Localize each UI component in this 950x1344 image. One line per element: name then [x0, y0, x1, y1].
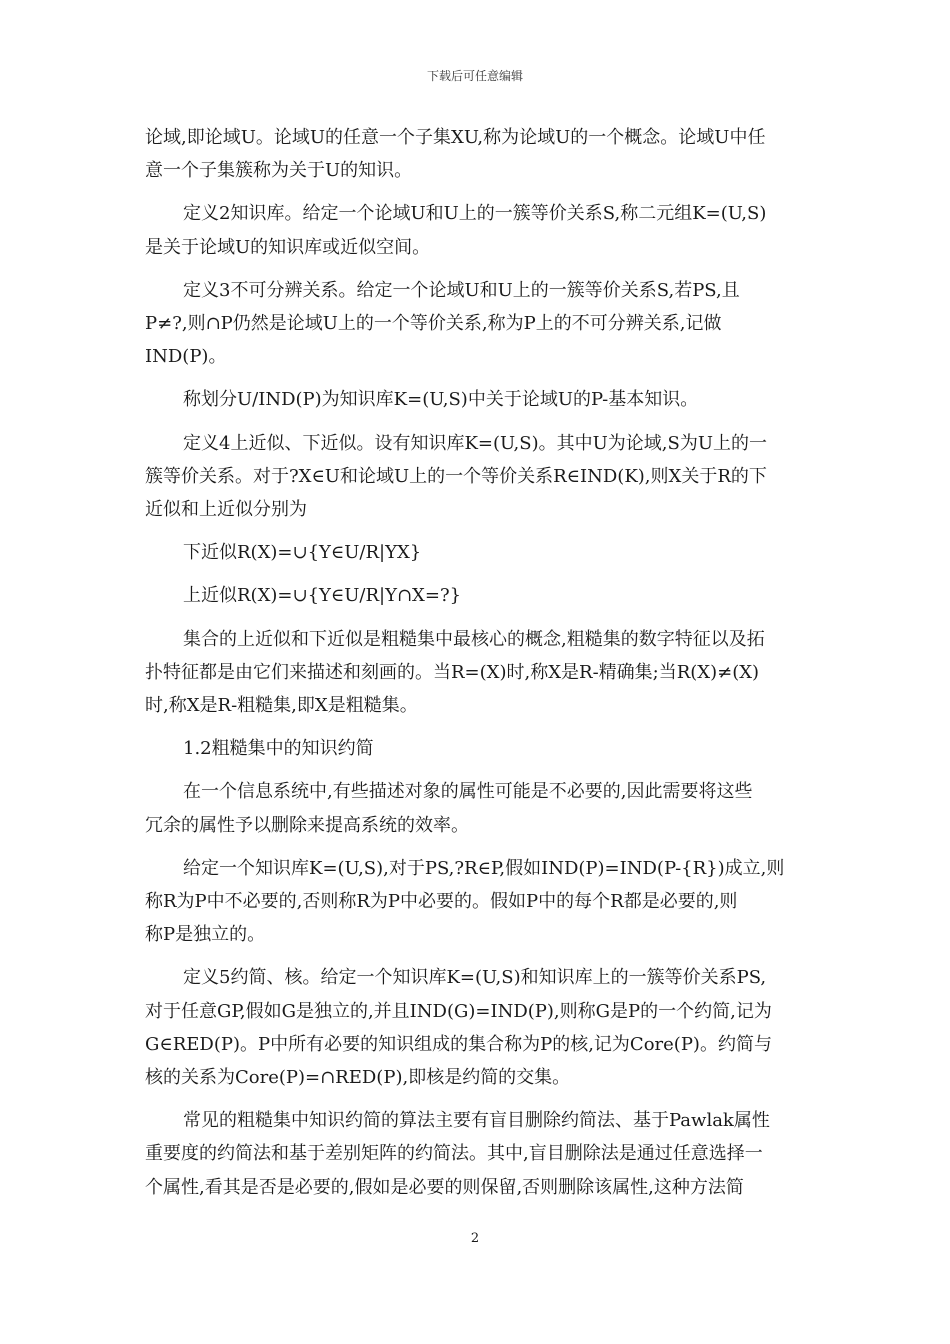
text-line: G∈RED(P)。P中所有必要的知识组成的集合称为P的核,记为Core(P)。约简与: [145, 1033, 772, 1055]
document-body: [145, 121, 810, 1204]
paragraph-5: [145, 427, 810, 527]
text-line: 时,称X是R-粗糙集,即X是粗糙集。: [145, 695, 418, 717]
text-line: 意一个子集簇称为关于U的知识。: [145, 160, 413, 182]
text-line: 上近似R(X)=∪{Y∈U/R|Y∩X=?}: [183, 585, 462, 607]
text-line: 给定一个知识库K=(U,S),对于PS,?R∈P,假如IND(P)=IND(P-{R})成立,则: [183, 857, 785, 879]
text-line: 在一个信息系统中,有些描述对象的属性可能是不必要的,因此需要将这些: [183, 781, 753, 803]
page-header: 下载后可任意编辑: [426, 69, 523, 83]
paragraph-10: [145, 1104, 810, 1204]
text-line: 定义3不可分辨关系。给定一个论域U和U上的一簇等价关系S,若PS,且: [183, 279, 740, 301]
text-line: 近似和上近似分别为: [145, 499, 307, 521]
text-line: 下近似R(X)=∪{Y∈U/R|YX}: [183, 542, 422, 564]
text-line: IND(P)。: [145, 346, 227, 368]
text-line: 称R为P中不必要的,否则称R为P中必要的。假如P中的每个R都是必要的,则: [145, 891, 738, 913]
text-line: 论域,即论域U。论域U的任意一个子集XU,称为论域U的一个概念。论域U中任: [145, 127, 766, 148]
text-line: 定义5约简、核。给定一个知识库K=(U,S)和知识库上的一簇等价关系PS,: [183, 967, 767, 989]
text-line: 称P是独立的。: [145, 924, 266, 946]
paragraph-2: [145, 197, 810, 263]
text-line: 1.2粗糙集中的知识约简: [183, 738, 374, 760]
paragraph-3: [145, 274, 810, 374]
text-line: 核的关系为Core(P)=∩RED(P),即核是约简的交集。: [145, 1067, 571, 1089]
text-line: 是关于论域U的知识库或近似空间。: [145, 236, 431, 258]
text-line: 冗余的属性予以删除来提高系统的效率。: [145, 814, 469, 836]
formula-lower-approximation: [145, 536, 810, 569]
paragraph-8: [145, 852, 810, 952]
text-line: 定义4上近似、下近似。设有知识库K=(U,S)。其中U为论域,S为U上的一: [183, 432, 767, 454]
paragraph-4: [145, 383, 810, 416]
section-heading: [145, 732, 810, 765]
text-line: 定义2知识库。给定一个论域U和U上的一簇等价关系S,称二元组K=(U,S): [183, 203, 767, 225]
text-line: 个属性,看其是否是必要的,假如是必要的则保留,否则删除该属性,这种方法简: [145, 1176, 744, 1198]
text-line: 簇等价关系。对于?X∈U和论域U上的一个等价关系R∈IND(K),则X关于R的下: [145, 465, 767, 487]
paragraph-1: [145, 121, 810, 187]
text-line: 重要度的约简法和基于差别矩阵的约简法。其中,盲目删除法是通过任意选择一: [145, 1143, 763, 1165]
text-line: P≠?,则∩P仍然是论域U上的一个等价关系,称为P上的不可分辨关系,记做: [145, 313, 722, 335]
paragraph-9: [145, 961, 810, 1094]
text-line: 集合的上近似和下近似是粗糙集中最核心的概念,粗糙集的数字特征以及拓: [183, 628, 765, 650]
formula-upper-approximation: [145, 579, 810, 612]
page-number: 2: [470, 1231, 480, 1246]
text-line: 扑特征都是由它们来描述和刻画的。当R=(X)时,称X是R-精确集;当R(X)≠(X): [145, 661, 760, 683]
text-line: 常见的粗糙集中知识约简的算法主要有盲目删除约简法、基于Pawlak属性: [183, 1110, 770, 1132]
paragraph-7: [145, 775, 810, 841]
text-line: 对于任意GP,假如G是独立的,并且IND(G)=IND(P),则称G是P的一个约简,记为: [145, 1000, 772, 1022]
paragraph-6: [145, 623, 810, 723]
text-line: 称划分U/IND(P)为知识库K=(U,S)中关于论域U的P-基本知识。: [183, 389, 699, 411]
